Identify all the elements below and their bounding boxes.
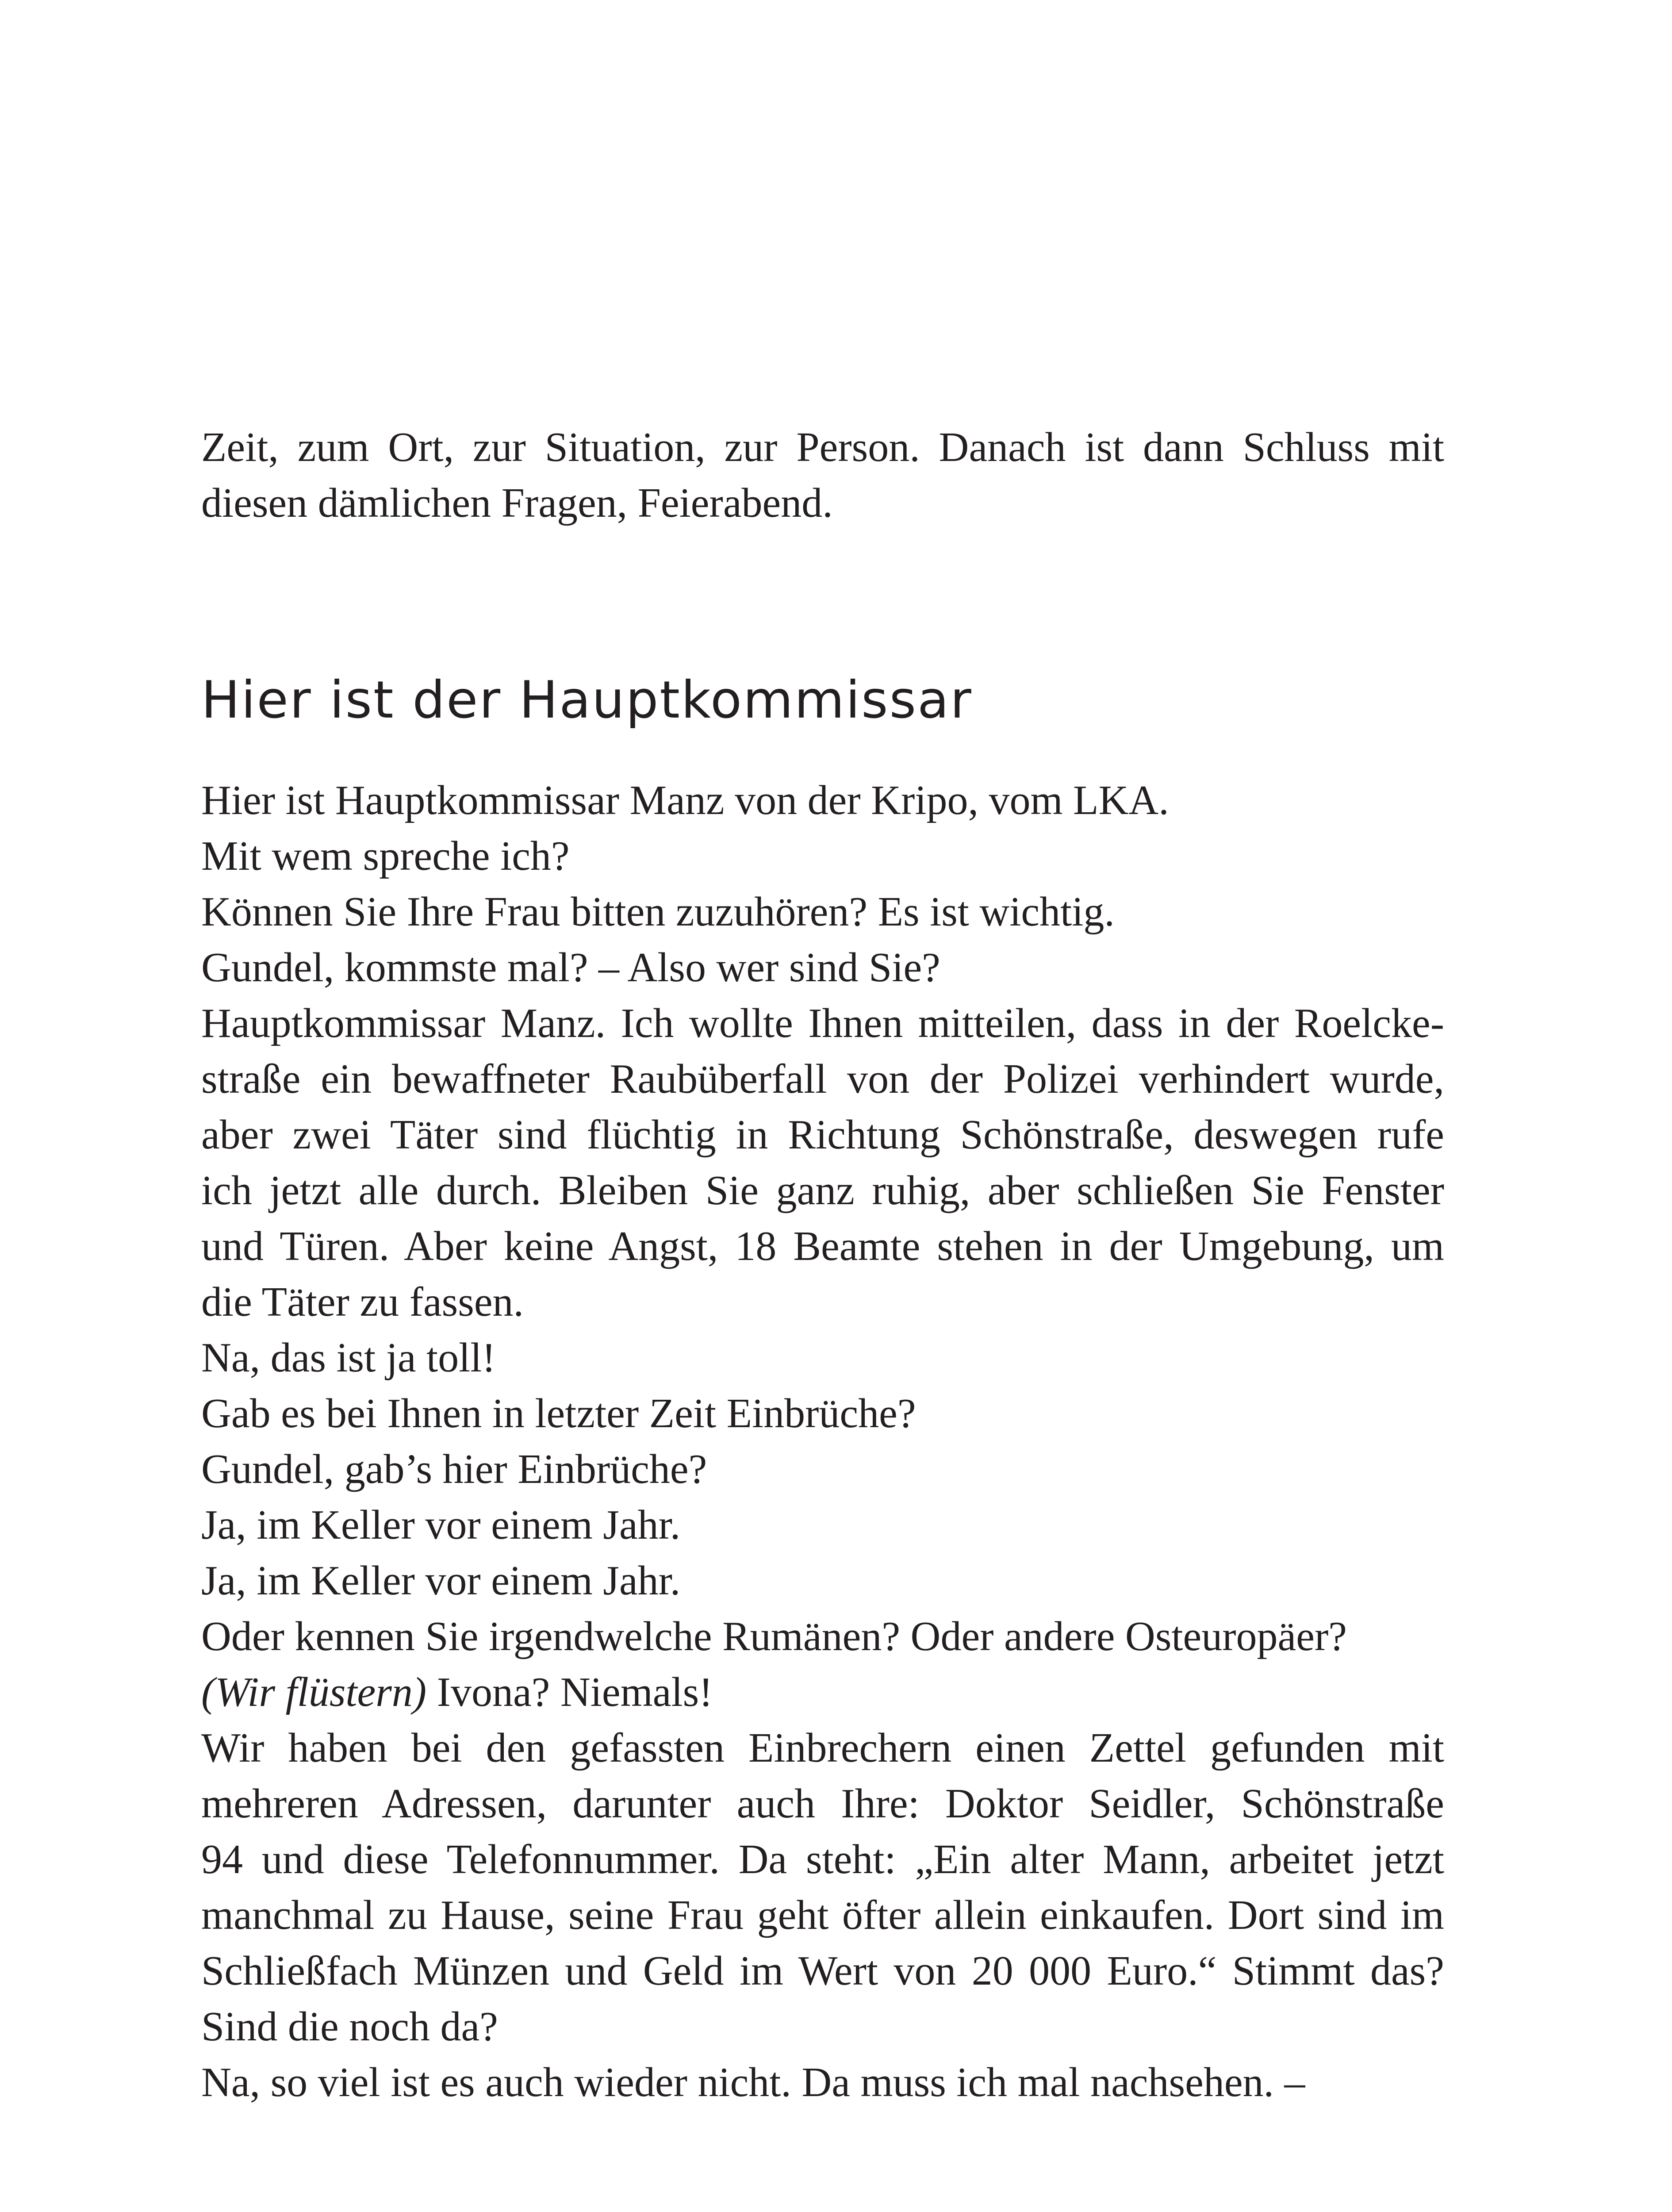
text-line: Schließfach Münzen und Geld im Wert von 20 000 Euro.“ Stimmt das? bbox=[201, 1948, 1444, 1994]
text-line: straße ein bewaffneter Raubüberfall von der Polizei verhindert wurde, bbox=[201, 1056, 1444, 1102]
intro-paragraph bbox=[201, 419, 1444, 531]
text-line: Ja, im Keller vor einem Jahr. bbox=[201, 1558, 681, 1604]
text-line: die Täter zu fassen. bbox=[201, 1279, 524, 1325]
text-line: Hauptkommissar Manz. Ich wollte Ihnen mitteilen, dass in der Roelcke- bbox=[201, 1000, 1444, 1046]
text-line: mehreren Adressen, darunter auch Ihre: Doktor Seidler, Schönstraße bbox=[201, 1781, 1444, 1827]
text-line: manchmal zu Hause, seine Frau geht öfter allein einkaufen. Dort sind im bbox=[201, 1892, 1444, 1938]
text-line: Na, das ist ja toll! bbox=[201, 1335, 496, 1381]
text-line: aber zwei Täter sind flüchtig in Richtung Schönstraße, deswegen rufe bbox=[201, 1112, 1444, 1158]
section-heading: Hier ist der Hauptkommissar bbox=[201, 670, 973, 730]
text-line: Sind die noch da? bbox=[201, 2004, 498, 2050]
text-line-with-stage-direction bbox=[201, 1664, 1444, 1720]
text-line: Ja, im Keller vor einem Jahr. bbox=[201, 1502, 681, 1548]
text-line: Wir haben bei den gefassten Einbrechern einen Zettel gefunden mit bbox=[201, 1725, 1444, 1771]
text-line: Gab es bei Ihnen in letzter Zeit Einbrüche? bbox=[201, 1390, 916, 1436]
text-line: Na, so viel ist es auch wieder nicht. Da muss ich mal nachsehen. – bbox=[201, 2059, 1305, 2105]
text-line: Zeit, zum Ort, zur Situation, zur Person. Danach ist dann Schluss mit bbox=[201, 424, 1444, 470]
text-line: ich jetzt alle durch. Bleiben Sie ganz ruhig, aber schließen Sie Fenster bbox=[201, 1167, 1444, 1214]
text-line: 94 und diese Telefonnummer. Da steht: „Ein alter Mann, arbeitet jetzt bbox=[201, 1836, 1444, 1882]
text-line: diesen dämlichen Fragen, Feierabend. bbox=[201, 480, 833, 526]
stage-direction: (Wir flüstern) bbox=[201, 1669, 427, 1715]
text-line: Hier ist Hauptkommissar Manz von der Kripo, vom LKA. bbox=[201, 777, 1169, 823]
text-line: Gundel, gab’s hier Einbrüche? bbox=[201, 1446, 707, 1492]
dialogue-body bbox=[201, 772, 1444, 2110]
text-line: Oder kennen Sie irgendwelche Rumänen? Oder andere Osteuropäer? bbox=[201, 1613, 1347, 1659]
text-line: Mit wem spreche ich? bbox=[201, 833, 570, 879]
text-line: Können Sie Ihre Frau bitten zuzuhören? Es ist wichtig. bbox=[201, 889, 1115, 935]
spoken-text: Ivona? Niemals! bbox=[437, 1669, 713, 1715]
text-line: Gundel, kommste mal? – Also wer sind Sie? bbox=[201, 945, 940, 991]
text-line: und Türen. Aber keine Angst, 18 Beamte stehen in der Umgebung, um bbox=[201, 1223, 1444, 1269]
